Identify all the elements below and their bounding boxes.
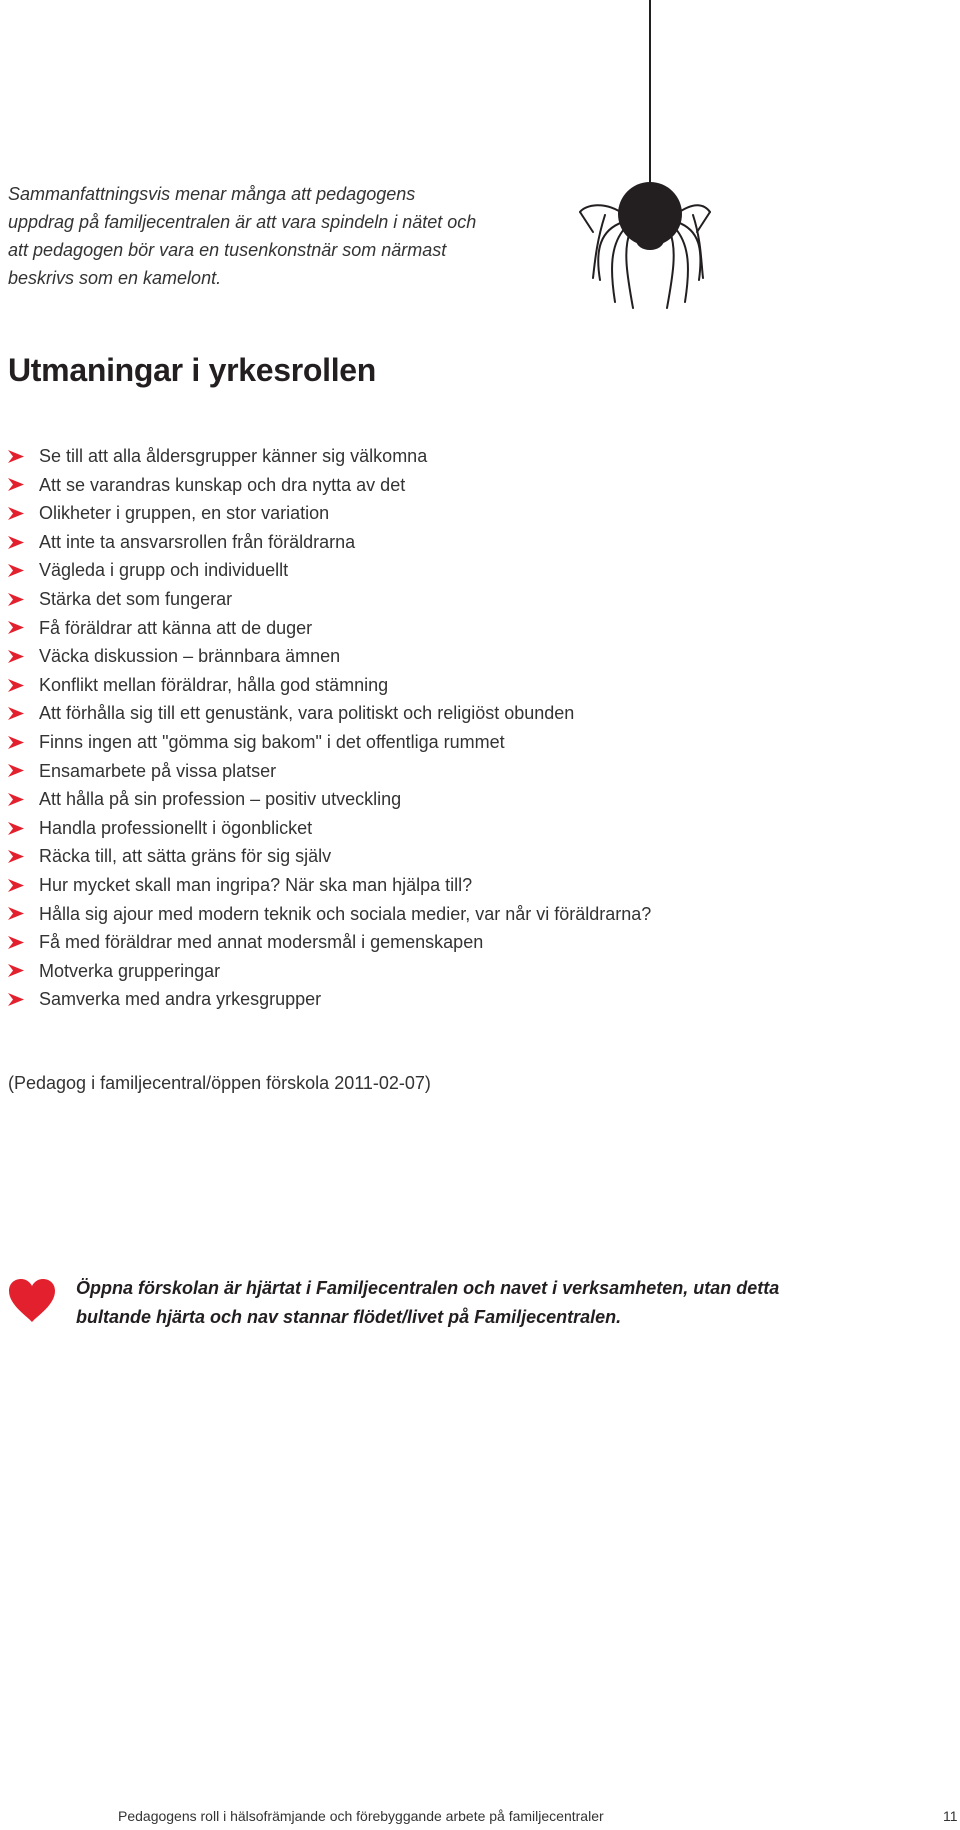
list-item (8, 871, 651, 900)
list-item-text: Finns ingen att "gömma sig bakom" i det offentliga rummet (39, 731, 505, 752)
list-item (8, 728, 651, 757)
arrow-bullet-icon (8, 707, 39, 720)
arrow-bullet-icon (8, 764, 39, 777)
source-citation: (Pedagog i familjecentral/öppen förskola 2011-02-07) (8, 1073, 431, 1093)
list-item-text: Stärka det som fungerar (39, 588, 233, 609)
spider-illustration (575, 0, 715, 312)
callout-text: Öppna förskolan är hjärtat i Familjecentralen och navet i verksamheten, utan detta bultande hjärta och nav stannar flödet/livet på Familjecentralen. (76, 1278, 780, 1327)
arrow-bullet-icon (8, 679, 39, 692)
list-item-text: Att hålla på sin profession – positiv utveckling (39, 789, 402, 810)
arrow-bullet-icon (8, 879, 39, 892)
list-item-text: Att inte ta ansvarsrollen från föräldrarna (39, 531, 356, 552)
arrow-bullet-icon (8, 593, 39, 606)
list-item-text: Att förhålla sig till ett genustänk, vara politiskt och religiöst obunden (39, 703, 575, 724)
list-item (8, 814, 651, 843)
arrow-bullet-icon (8, 507, 39, 520)
arrow-bullet-icon (8, 736, 39, 749)
list-item-text: Räcka till, att sätta gräns för sig själv (39, 846, 332, 867)
arrow-bullet-icon (8, 621, 39, 634)
list-item (8, 528, 651, 557)
challenge-list (8, 442, 651, 1014)
list-item (8, 757, 651, 786)
arrow-bullet-icon (8, 564, 39, 577)
heart-icon (7, 1278, 57, 1324)
list-item-text: Se till att alla åldersgrupper känner sig välkomna (39, 446, 428, 466)
list-item (8, 614, 651, 643)
list-item (8, 985, 651, 1014)
list-item (8, 785, 651, 814)
list-item (8, 499, 651, 528)
arrow-bullet-icon (8, 478, 39, 491)
list-item (8, 585, 651, 614)
arrow-bullet-icon (8, 907, 39, 920)
list-item-text: Att se varandras kunskap och dra nytta av det (39, 474, 406, 495)
list-item (8, 442, 651, 471)
list-item (8, 671, 651, 700)
footer-title: Pedagogens roll i hälsofrämjande och förebyggande arbete på familjecentraler (118, 1808, 604, 1824)
list-item (8, 471, 651, 500)
list-item (8, 900, 651, 929)
list-item (8, 556, 651, 585)
arrow-bullet-icon (8, 450, 39, 463)
list-item-text: Få föräldrar att känna att de duger (39, 617, 313, 638)
list-item-text: Väcka diskussion – brännbara ämnen (39, 646, 341, 667)
list-item (8, 957, 651, 986)
list-item (8, 642, 651, 671)
list-item-text: Samverka med andra yrkesgrupper (39, 989, 322, 1010)
arrow-bullet-icon (8, 650, 39, 663)
list-item (8, 842, 651, 871)
intro-text: Sammanfattningsvis menar många att pedagogens uppdrag på familjecentralen är att vara spindeln i nätet och att pedagogen bör vara en tusenkonstnär som närmast beskrivs som en kamelont. (8, 184, 477, 288)
list-item-text: Ensamarbete på vissa platser (39, 760, 277, 781)
arrow-bullet-icon (8, 850, 39, 863)
list-item-text: Olikheter i gruppen, en stor variation (39, 503, 330, 524)
list-item-text: Motverka grupperingar (39, 960, 221, 981)
arrow-bullet-icon (8, 536, 39, 549)
arrow-bullet-icon (8, 822, 39, 835)
list-item-text: Konflikt mellan föräldrar, hålla god stämning (39, 674, 389, 695)
list-item-text: Få med föräldrar med annat modersmål i gemenskapen (39, 932, 484, 953)
arrow-bullet-icon (8, 964, 39, 977)
list-item-text: Handla professionellt i ögonblicket (39, 817, 313, 838)
list-item-text: Vägleda i grupp och individuellt (39, 560, 289, 581)
list-item (8, 699, 651, 728)
page-number: 11 (943, 1808, 958, 1824)
section-heading: Utmaningar i yrkesrollen (8, 352, 377, 388)
arrow-bullet-icon (8, 793, 39, 806)
list-item (8, 928, 651, 957)
arrow-bullet-icon (8, 936, 39, 949)
list-item-text: Hur mycket skall man ingripa? När ska man hjälpa till? (39, 874, 473, 895)
arrow-bullet-icon (8, 993, 39, 1006)
list-item-text: Hålla sig ajour med modern teknik och sociala medier, var når vi föräldrarna? (39, 903, 652, 924)
